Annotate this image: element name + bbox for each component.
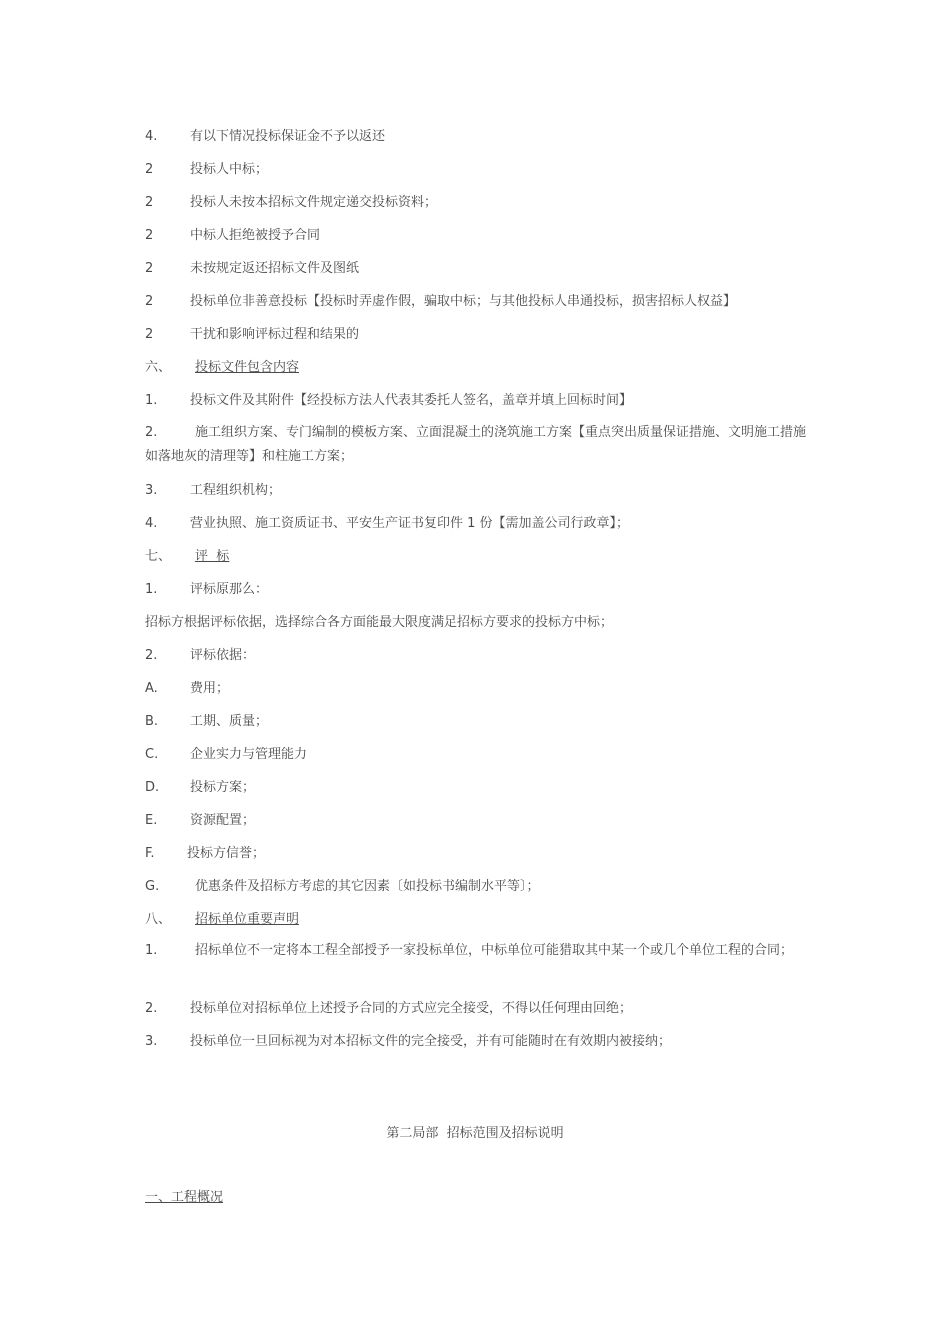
list-item: [145, 225, 810, 247]
item-text: 营业执照、施工资质证书、平安生产证书复印件 1 份【需加盖公司行政章】；: [190, 516, 630, 531]
item-number: 2: [145, 195, 154, 210]
item-text: 评标依据：: [190, 648, 256, 663]
list-item: [145, 645, 810, 667]
item-number: D.: [145, 780, 160, 795]
item-number: C.: [145, 747, 159, 762]
list-item: [145, 744, 810, 766]
item-number: 2.: [145, 425, 158, 440]
section-heading-8: [145, 909, 810, 931]
list-item: [145, 258, 810, 280]
section-title: 投标文件包含内容: [195, 360, 300, 375]
list-item: [145, 421, 810, 469]
list-item: [145, 810, 810, 832]
item-text: 工程组织机构；: [190, 483, 282, 498]
list-item: [145, 390, 810, 412]
item-number: 2: [145, 228, 154, 243]
item-number: 2: [145, 327, 154, 342]
item-number: G.: [145, 879, 160, 894]
section-title: 一、工程概况: [145, 1190, 224, 1205]
item-number: A.: [145, 681, 158, 696]
paragraph-text: 招标方根据评标依据，选择综合各方面能最大限度满足招标方要求的投标方中标；: [145, 615, 614, 630]
item-text: 投标文件及其附件【经投标方法人代表其委托人签名，盖章并填上回标时间】: [190, 393, 633, 408]
list-item: [145, 777, 810, 799]
list-item: [145, 513, 810, 535]
section-number: 七、: [145, 549, 172, 564]
item-number: 1.: [145, 943, 158, 958]
item-text: 有以下情况投标保证金不予以返还: [190, 129, 386, 144]
item-text: 投标单位一旦回标视为对本招标文件的完全接受，并有可能随时在有效期内被接纳；: [190, 1034, 672, 1049]
paragraph: [145, 612, 810, 634]
part-title: 第二局部 招标范围及招标说明: [386, 1126, 564, 1141]
item-text: 费用；: [190, 681, 230, 696]
item-text: 中标人拒绝被授予合同: [190, 228, 321, 243]
section-title: 招标单位重要声明: [195, 912, 300, 927]
list-item: [145, 159, 810, 181]
item-text: 投标单位非善意投标【投标时弄虚作假，骗取中标；与其他投标人串通投标，损害招标人权益】: [190, 294, 737, 309]
item-number: 2: [145, 294, 154, 309]
section-title: 评 标: [195, 549, 230, 564]
list-item: [145, 1031, 810, 1053]
list-item: [145, 876, 810, 898]
list-item: [145, 192, 810, 214]
item-number: F.: [145, 846, 155, 861]
item-text: 资源配置；: [190, 813, 256, 828]
list-item: [145, 480, 810, 502]
item-number: 2: [145, 261, 154, 276]
section-heading-7: [145, 546, 810, 568]
item-text: 评标原那么：: [190, 582, 269, 597]
item-text: 投标人未按本招标文件规定递交投标资料；: [190, 195, 438, 210]
item-number: 2.: [145, 1001, 158, 1016]
list-item: [145, 324, 810, 346]
section-heading-6: [145, 357, 810, 379]
item-text: 投标方信誉；: [187, 846, 266, 861]
section-number: 八、: [145, 912, 172, 927]
item-text: 干扰和影响评标过程和结果的: [190, 327, 360, 342]
list-item: [145, 678, 810, 700]
list-item: [145, 843, 810, 865]
item-text: 投标方案；: [190, 780, 256, 795]
section-heading: [145, 1187, 810, 1209]
list-item: [145, 998, 810, 1020]
list-item: [145, 711, 810, 733]
item-text: 施工组织方案、专门编制的模板方案、立面混凝土的浇筑施工方案【重点突出质量保证措施、文明施工措施如落地灰的清理等】和柱施工方案；: [145, 425, 807, 464]
item-number: 2: [145, 162, 154, 177]
list-item: [145, 579, 810, 601]
item-text: 优惠条件及招标方考虑的其它因素〔如投标书编制水平等〕；: [195, 879, 540, 894]
list-item: [145, 291, 810, 313]
item-text: 工期、质量；: [190, 714, 269, 729]
item-number: 4.: [145, 516, 158, 531]
item-number: 4.: [145, 129, 158, 144]
list-item: [145, 126, 810, 148]
list-item: [145, 939, 810, 963]
item-number: 1.: [145, 393, 158, 408]
item-number: 3.: [145, 483, 158, 498]
item-text: 未按规定返还招标文件及图纸: [190, 261, 360, 276]
section-number: 六、: [145, 360, 172, 375]
item-number: 1.: [145, 582, 158, 597]
item-number: 3.: [145, 1034, 158, 1049]
item-text: 企业实力与管理能力: [190, 747, 308, 762]
item-number: B.: [145, 714, 159, 729]
item-text: 招标单位不一定将本工程全部授予一家投标单位，中标单位可能猎取其中某一个或几个单位工程的合同；: [195, 943, 794, 958]
item-text: 投标单位对招标单位上述授予合同的方式应完全接受，不得以任何理由回绝；: [190, 1001, 633, 1016]
item-number: 2.: [145, 648, 158, 663]
item-number: E.: [145, 813, 158, 828]
item-text: 投标人中标；: [190, 162, 269, 177]
